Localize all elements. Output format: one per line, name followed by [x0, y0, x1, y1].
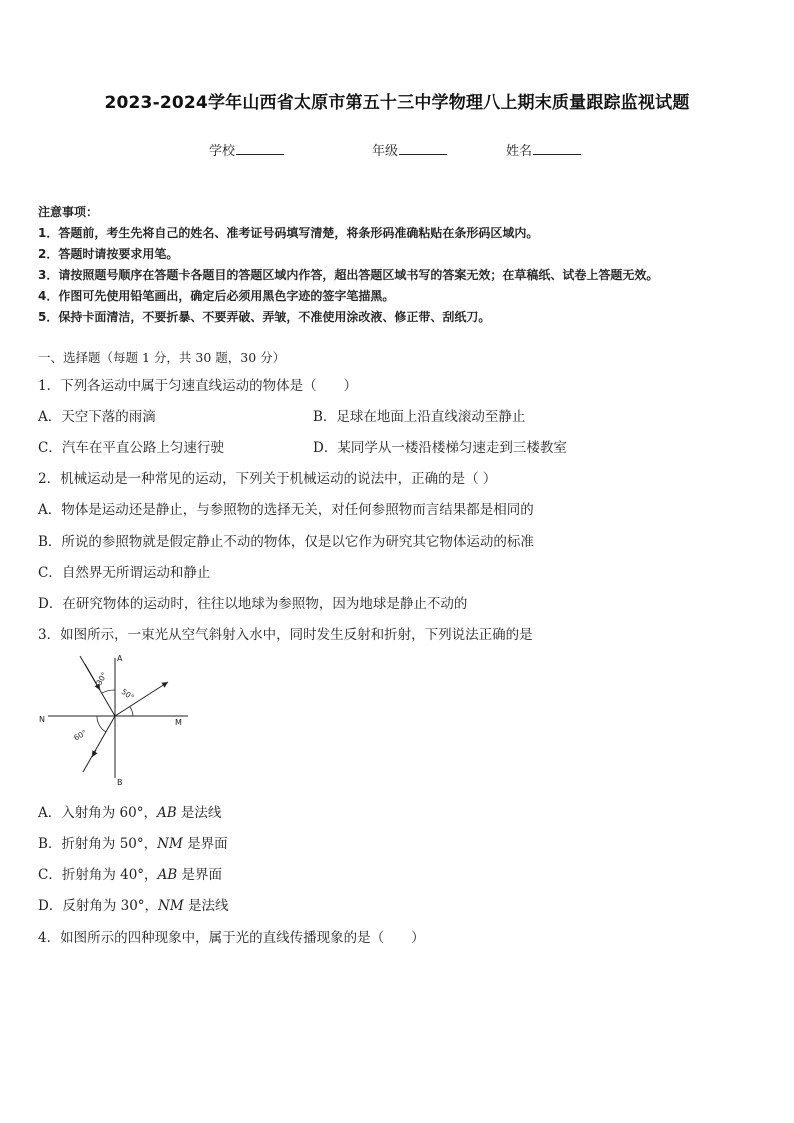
name-label: 姓名: [506, 144, 533, 159]
school-field: [209, 140, 284, 159]
q1-option-c: C．汽车在平直公路上匀速行驶: [38, 440, 224, 456]
q3-option-d: [38, 894, 228, 914]
q3-option-b-tail: 是界面: [182, 836, 228, 852]
q1-option-b: B．足球在地面上沿直线滚动至静止: [313, 409, 526, 425]
label-m: M: [175, 718, 182, 727]
angle-arc-60: [97, 716, 106, 732]
label-60: 60°: [72, 728, 89, 743]
q3-stem: 3．如图所示，一束光从空气斜射入水中，同时发生反射和折射，下列说法正确的是: [38, 627, 533, 643]
angle-arc-30: [102, 690, 115, 693]
q2-option-b: B．所说的参照物就是假定静止不动的物体，仅是以它作为研究其它物体运动的标准: [38, 534, 534, 550]
q3-option-c-var: AB: [157, 867, 178, 883]
q1-stem: 1．下列各运动中属于匀速直线运动的物体是（ ）: [38, 378, 358, 394]
q3-option-d-tail: 是法线: [183, 898, 229, 914]
q2-stem: 2．机械运动是一种常见的运动，下列关于机械运动的说法中，正确的是（ ）: [38, 471, 497, 487]
school-label: 学校: [209, 144, 236, 159]
label-a: A: [117, 654, 123, 663]
q2-option-d: D．在研究物体的运动时，往往以地球为参照物，因为地球是静止不动的: [38, 596, 468, 612]
q3-option-b-var: NM: [157, 836, 183, 852]
q3-option-d-text: D．反射角为 30°，: [38, 898, 159, 914]
q3-option-a-tail: 是法线: [176, 805, 222, 821]
section-title: 一、选择题（每题 1 分，共 30 题，30 分）: [38, 350, 286, 365]
q3-option-c: [38, 863, 222, 883]
label-b: B: [117, 778, 123, 787]
notice-item: 3．请按照题号顺序在答题卡各题目的答题区域内作答，超出答题区域书写的答案无效；在草稿纸、试卷上答题无效。: [38, 268, 659, 282]
q3-option-a-text: A．入射角为 60°，: [38, 805, 157, 821]
notice-item: 4．作图可先使用铅笔画出，确定后必须用黑色字迹的签字笔描黑。: [38, 289, 395, 303]
name-blank[interactable]: [533, 142, 581, 155]
q3-option-a: [38, 801, 221, 821]
lower-arrow: [92, 750, 96, 757]
q2-option-a: A．物体是运动还是静止，与参照物的选择无关，对任何参照物而言结果都是相同的: [38, 502, 534, 518]
notice-item: 1．答题前，考生先将自己的姓名、准考证号码填写清楚，将条形码准确粘贴在条形码区域内。: [38, 226, 539, 240]
q1-option-a: A．天空下落的雨滴: [38, 409, 156, 425]
notice-item: 5．保持卡面清洁，不要折暴、不要弄破、弄皱，不准使用涂改液、修正带、刮纸刀。: [38, 310, 491, 324]
reflected-ray: [115, 682, 168, 716]
notice-heading: 注意事项：: [38, 205, 99, 219]
name-field: [506, 140, 581, 159]
q4-stem: 4．如图所示的四种现象中，属于光的直线传播现象的是（ ）: [38, 930, 425, 946]
q2-option-c: C．自然界无所谓运动和静止: [38, 565, 211, 581]
student-info-row: [0, 140, 794, 160]
q1-option-d: D．某同学从一楼沿楼梯匀速走到三楼教室: [313, 440, 567, 456]
label-30: 30°: [94, 670, 109, 687]
q3-option-b: [38, 832, 228, 852]
q3-option-a-var: AB: [156, 805, 177, 821]
school-blank[interactable]: [236, 142, 284, 155]
q3-option-c-text: C．折射角为 40°，: [38, 867, 158, 883]
angle-arc-50: [130, 707, 133, 716]
grade-field: [372, 140, 447, 159]
notice-item: 2．答题时请按要求用笔。: [38, 247, 179, 261]
page-title: 2023-2024学年山西省太原市第五十三中学物理八上期末质量跟踪监视试题: [104, 93, 690, 113]
grade-blank[interactable]: [399, 142, 447, 155]
q3-option-b-text: B．折射角为 50°，: [38, 836, 158, 852]
label-50: 50°: [119, 687, 136, 703]
refraction-diagram: [38, 652, 198, 792]
grade-label: 年级: [372, 144, 399, 159]
q3-option-d-var: NM: [158, 898, 184, 914]
label-n: N: [39, 715, 45, 724]
q3-option-c-tail: 是界面: [177, 867, 223, 883]
